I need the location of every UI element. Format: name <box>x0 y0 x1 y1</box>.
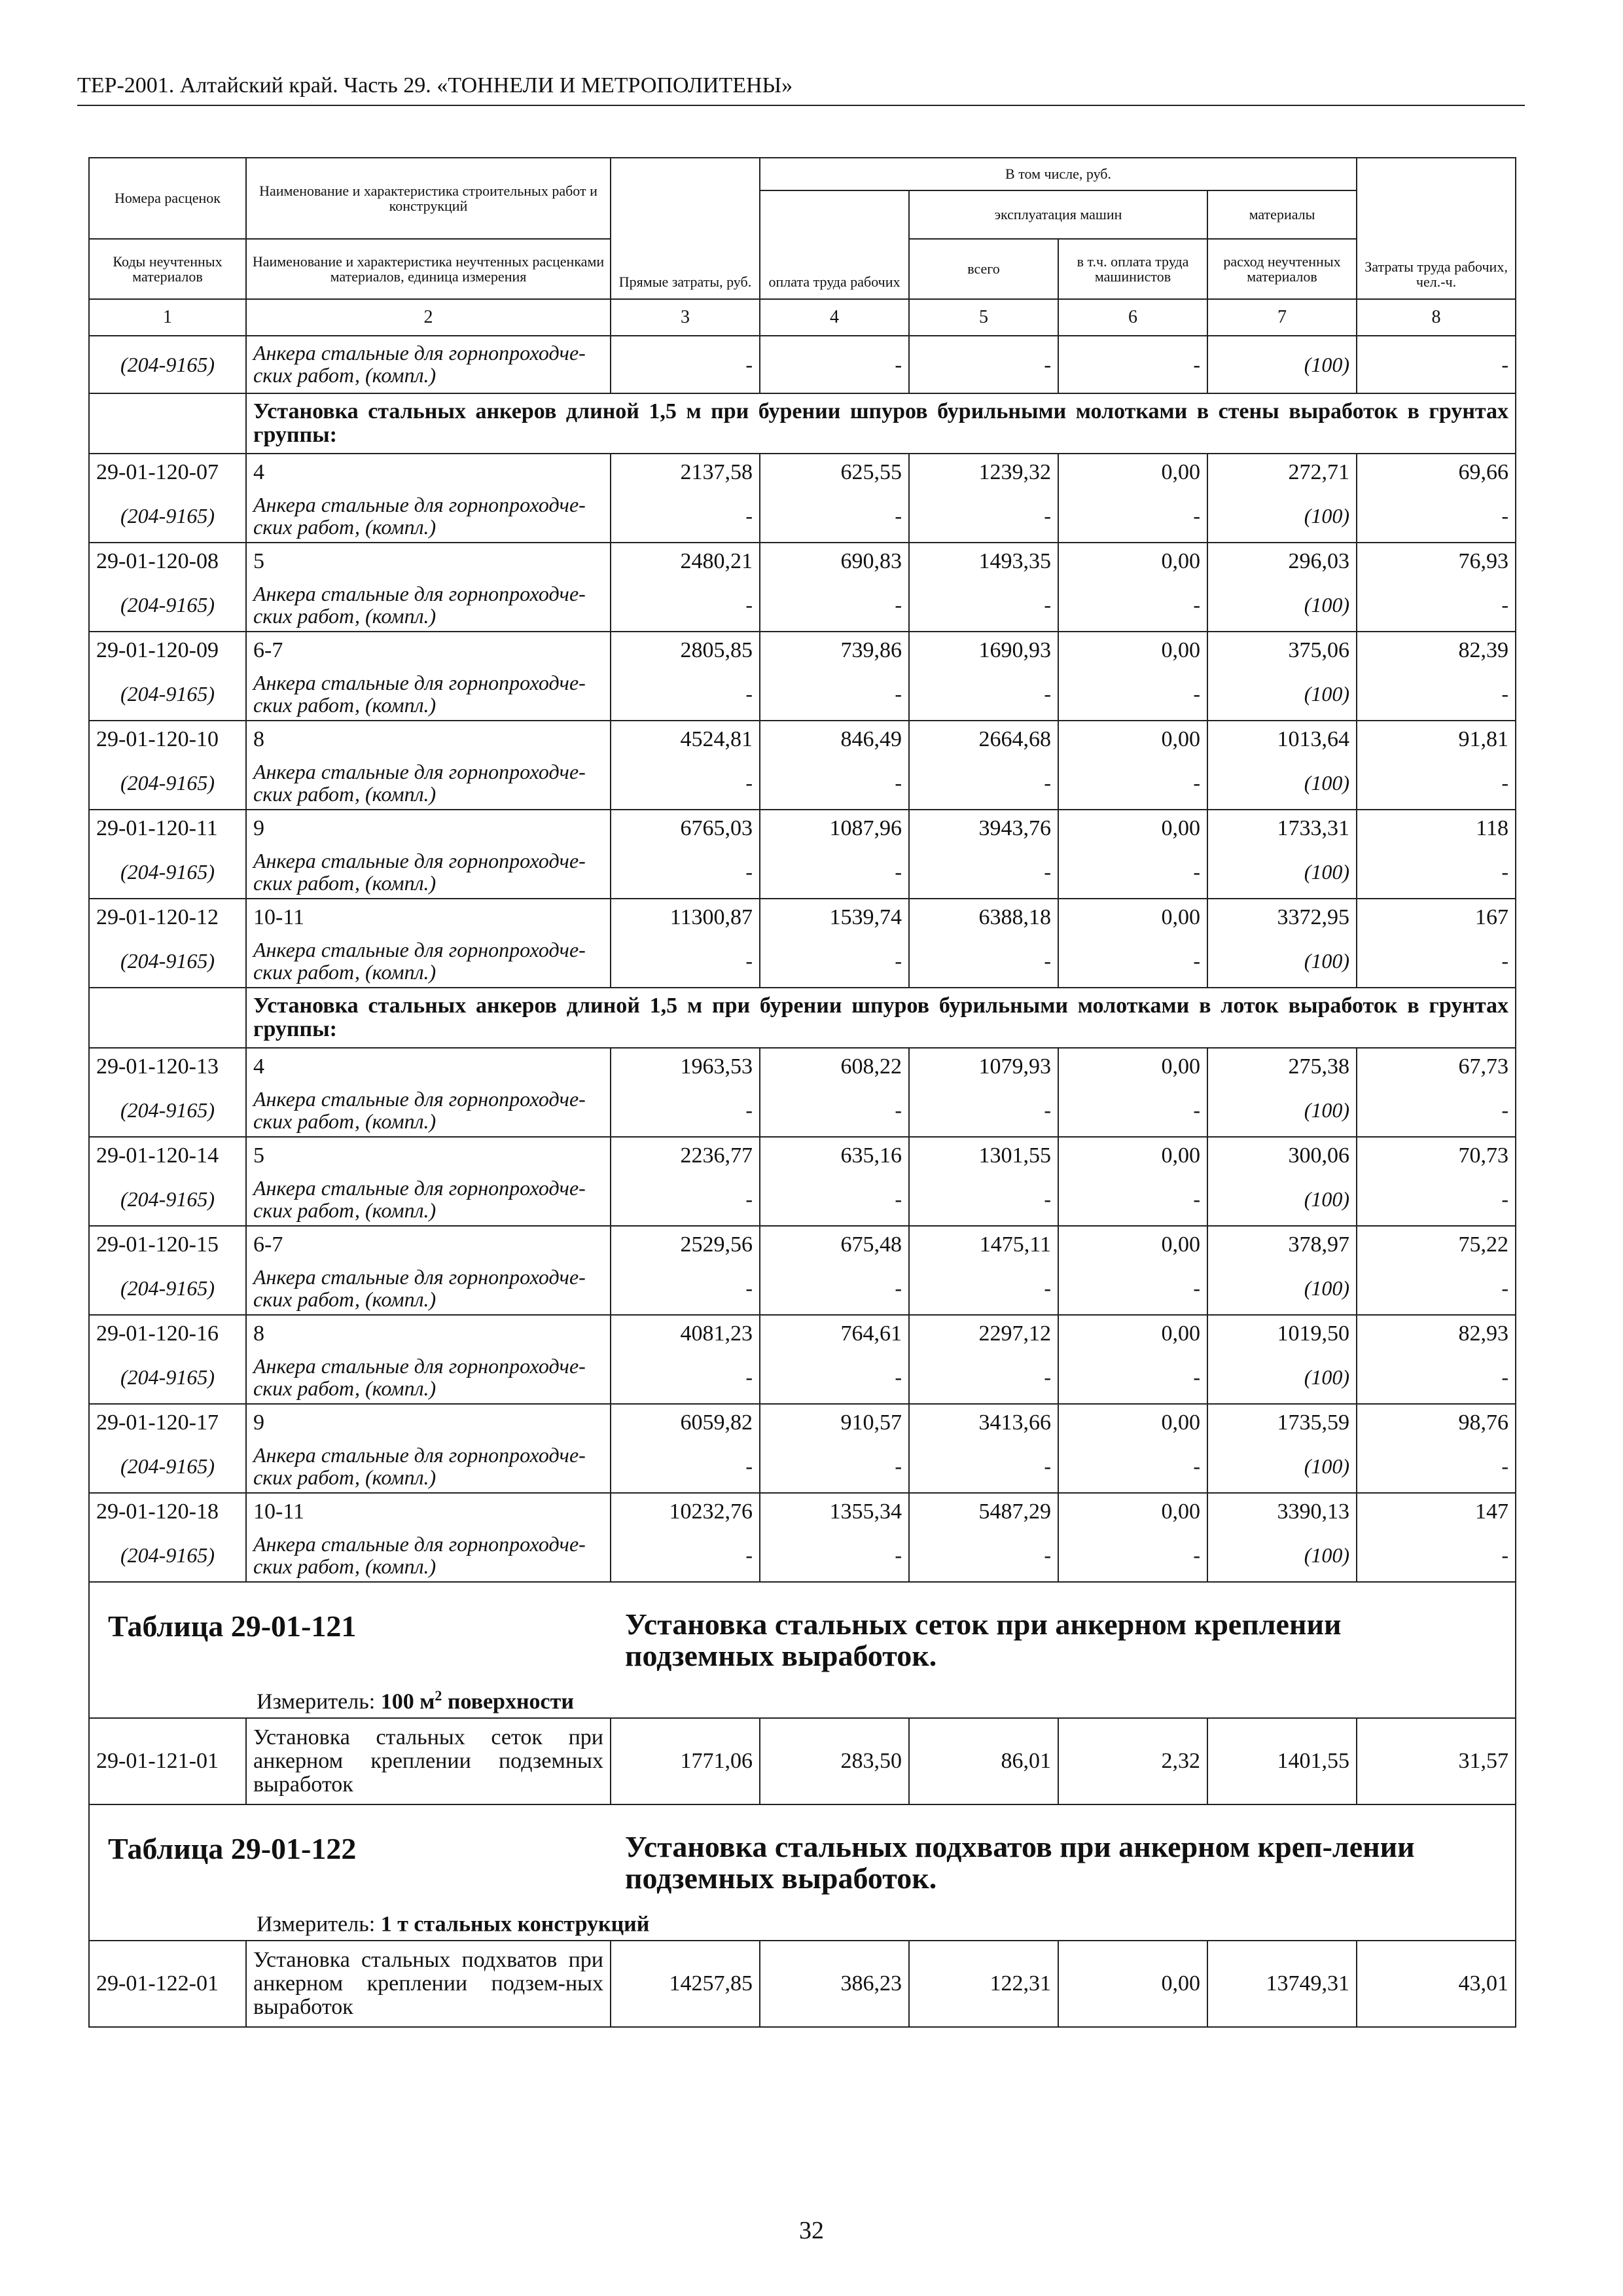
section-title: Установка стальных анкеров длиной 1,5 м при бурении шпуров бурильными молотками в лоток выработок в грунтах группы: <box>246 988 1516 1048</box>
material-value: - <box>1357 668 1516 721</box>
rate-value: 0,00 <box>1058 1315 1207 1352</box>
rate-value: 846,49 <box>760 721 909 757</box>
material-value: - <box>611 1441 760 1493</box>
rate-row <box>89 543 1516 579</box>
rate-value: 0,00 <box>1058 632 1207 668</box>
material-code: (204-9165) <box>89 1263 246 1315</box>
rate-value: 275,38 <box>1207 1048 1357 1085</box>
material-value: - <box>1058 336 1207 393</box>
material-code: (204-9165) <box>89 1352 246 1404</box>
rate-value: 1019,50 <box>1207 1315 1357 1352</box>
header-direct-costs: Прямые затраты, руб. <box>611 158 760 299</box>
column-number: 8 <box>1357 299 1516 336</box>
rate-value: 82,93 <box>1357 1315 1516 1352</box>
material-value: - <box>611 579 760 632</box>
rate-value: 910,57 <box>760 1404 909 1441</box>
rate-value: 147 <box>1357 1493 1516 1530</box>
material-value: - <box>611 490 760 543</box>
material-name: Анкера стальные для горнопроходче-ских работ, (компл.) <box>246 668 611 721</box>
rate-value: 283,50 <box>760 1718 909 1804</box>
table-label: Таблица 29-01-122 <box>108 1832 357 1865</box>
rate-row <box>89 899 1516 935</box>
material-value: (100) <box>1207 668 1357 721</box>
soil-group: 10-11 <box>246 1493 611 1530</box>
material-value: (100) <box>1207 1441 1357 1493</box>
material-value: - <box>1058 1441 1207 1493</box>
rate-code: 29-01-120-17 <box>89 1404 246 1441</box>
material-row <box>89 1441 1516 1493</box>
rate-value: 2236,77 <box>611 1137 760 1174</box>
rate-value: 43,01 <box>1357 1941 1516 2027</box>
table-heading-content <box>90 1583 1515 1717</box>
page-number: 32 <box>799 2217 824 2244</box>
section-spacer <box>89 393 246 454</box>
material-name: Анкера стальные для горнопроходче-ских работ, (компл.) <box>246 935 611 988</box>
rate-code: 29-01-120-12 <box>89 899 246 935</box>
rate-value: 122,31 <box>909 1941 1058 2027</box>
rate-value: 386,23 <box>760 1941 909 2027</box>
rate-value: 69,66 <box>1357 454 1516 490</box>
rate-value: 300,06 <box>1207 1137 1357 1174</box>
header-material-name: Наименование и характеристика неучтенных расценками материалов, единица измерения <box>246 239 611 299</box>
rate-value: 375,06 <box>1207 632 1357 668</box>
rate-value: 739,86 <box>760 632 909 668</box>
rate-value: 296,03 <box>1207 543 1357 579</box>
material-value: (100) <box>1207 490 1357 543</box>
material-value: - <box>909 1352 1058 1404</box>
soil-group: 8 <box>246 1315 611 1352</box>
material-value: - <box>760 1174 909 1226</box>
material-value: - <box>909 668 1058 721</box>
material-value: (100) <box>1207 1530 1357 1582</box>
rate-value: 690,83 <box>760 543 909 579</box>
material-code: (204-9165) <box>89 336 246 393</box>
material-value: - <box>909 1530 1058 1582</box>
table-measure <box>257 1910 649 1937</box>
material-value: - <box>1357 935 1516 988</box>
rate-value: 1690,93 <box>909 632 1058 668</box>
rate-value: 0,00 <box>1058 810 1207 846</box>
material-value: - <box>909 336 1058 393</box>
header-labor-costs: Затраты труда рабочих, чел.-ч. <box>1357 158 1516 299</box>
work-name: Установка стальных сеток при анкерном креплении подземных выработок <box>246 1718 611 1804</box>
material-name: Анкера стальные для горнопроходче-ских работ, (компл.) <box>246 336 611 393</box>
soil-group: 5 <box>246 1137 611 1174</box>
table-title: Установка стальных сеток при анкерном креплении подземных выработок. <box>625 1607 1342 1673</box>
material-value: (100) <box>1207 935 1357 988</box>
soil-group: 6-7 <box>246 1226 611 1263</box>
column-number: 7 <box>1207 299 1357 336</box>
material-value: - <box>1357 1530 1516 1582</box>
material-value: - <box>1357 846 1516 899</box>
material-value: - <box>1357 579 1516 632</box>
rate-value: 635,16 <box>760 1137 909 1174</box>
rate-value: 1493,35 <box>909 543 1058 579</box>
rate-value: 0,00 <box>1058 721 1207 757</box>
column-number: 2 <box>246 299 611 336</box>
rate-value: 5487,29 <box>909 1493 1058 1530</box>
rate-code: 29-01-120-09 <box>89 632 246 668</box>
material-value: - <box>1058 1352 1207 1404</box>
material-value: - <box>909 846 1058 899</box>
column-number: 4 <box>760 299 909 336</box>
table-heading-content <box>90 1805 1515 1940</box>
rate-value: 0,00 <box>1058 1493 1207 1530</box>
rate-value: 1087,96 <box>760 810 909 846</box>
rate-value: 75,22 <box>1357 1226 1516 1263</box>
soil-group: 9 <box>246 810 611 846</box>
soil-group: 4 <box>246 454 611 490</box>
material-value: - <box>1357 1263 1516 1315</box>
header-worker-pay: оплата труда рабочих <box>760 190 909 299</box>
header-including: В том числе, руб. <box>760 158 1357 190</box>
material-code: (204-9165) <box>89 1441 246 1493</box>
material-value: - <box>1357 336 1516 393</box>
material-row <box>89 1352 1516 1404</box>
rate-value: 118 <box>1357 810 1516 846</box>
material-code: (204-9165) <box>89 757 246 810</box>
rate-code: 29-01-122-01 <box>89 1941 246 2027</box>
rate-value: 1013,64 <box>1207 721 1357 757</box>
material-value: - <box>1357 1085 1516 1137</box>
rate-value: 14257,85 <box>611 1941 760 2027</box>
material-value: - <box>1058 1085 1207 1137</box>
rate-row <box>89 454 1516 490</box>
rate-row <box>89 810 1516 846</box>
header-unaccounted-materials: расход неучтенных материалов <box>1207 239 1357 299</box>
rate-row <box>89 1404 1516 1441</box>
rate-value: 3413,66 <box>909 1404 1058 1441</box>
rate-value: 1475,11 <box>909 1226 1058 1263</box>
rate-value: 98,76 <box>1357 1404 1516 1441</box>
material-code: (204-9165) <box>89 579 246 632</box>
material-value: (100) <box>1207 1174 1357 1226</box>
rate-code: 29-01-120-16 <box>89 1315 246 1352</box>
material-value: - <box>1058 846 1207 899</box>
material-value: (100) <box>1207 846 1357 899</box>
rate-value: 3390,13 <box>1207 1493 1357 1530</box>
rate-value: 2805,85 <box>611 632 760 668</box>
material-row <box>89 935 1516 988</box>
material-value: - <box>1058 490 1207 543</box>
material-row <box>89 668 1516 721</box>
rate-value: 625,55 <box>760 454 909 490</box>
material-value: - <box>1058 1174 1207 1226</box>
column-number: 3 <box>611 299 760 336</box>
material-code: (204-9165) <box>89 1085 246 1137</box>
material-name: Анкера стальные для горнопроходче-ских работ, (компл.) <box>246 1174 611 1226</box>
material-value: - <box>1357 1352 1516 1404</box>
material-name: Анкера стальные для горнопроходче-ских работ, (компл.) <box>246 1352 611 1404</box>
rate-value: 82,39 <box>1357 632 1516 668</box>
material-name: Анкера стальные для горнопроходче-ских работ, (компл.) <box>246 1085 611 1137</box>
material-value: - <box>611 336 760 393</box>
material-value: - <box>611 935 760 988</box>
section-spacer <box>89 988 246 1048</box>
material-value: - <box>760 490 909 543</box>
material-row <box>89 1263 1516 1315</box>
section-title: Установка стальных анкеров длиной 1,5 м при бурении шпуров бурильными молотками в стены выработок в грунтах группы: <box>246 393 1516 454</box>
material-value: - <box>1357 1441 1516 1493</box>
material-value: - <box>611 846 760 899</box>
material-value: - <box>1357 757 1516 810</box>
soil-group: 8 <box>246 721 611 757</box>
material-value: - <box>760 579 909 632</box>
material-value: (100) <box>1207 757 1357 810</box>
rate-value: 1401,55 <box>1207 1718 1357 1804</box>
table-heading-row <box>89 1804 1516 1941</box>
header-material-codes: Коды неучтенных материалов <box>89 239 246 299</box>
material-name: Анкера стальные для горнопроходче-ских работ, (компл.) <box>246 757 611 810</box>
rate-value: 0,00 <box>1058 1048 1207 1085</box>
header-rate-numbers: Номера расценок <box>89 158 246 239</box>
material-name: Анкера стальные для горнопроходче-ских работ, (компл.) <box>246 1263 611 1315</box>
rate-value: 1079,93 <box>909 1048 1058 1085</box>
rates-table <box>88 157 1516 2028</box>
material-value: - <box>760 935 909 988</box>
material-value: - <box>760 1085 909 1137</box>
rate-row <box>89 1137 1516 1174</box>
material-value: - <box>1058 579 1207 632</box>
soil-group: 10-11 <box>246 899 611 935</box>
material-code: (204-9165) <box>89 846 246 899</box>
material-value: - <box>1058 935 1207 988</box>
rate-row <box>89 1048 1516 1085</box>
measure-value: 100 м <box>380 1689 435 1714</box>
rate-value: 6388,18 <box>909 899 1058 935</box>
table-measure <box>257 1687 574 1714</box>
rate-value: 272,71 <box>1207 454 1357 490</box>
rate-value: 70,73 <box>1357 1137 1516 1174</box>
material-value: (100) <box>1207 1352 1357 1404</box>
rate-value: 3943,76 <box>909 810 1058 846</box>
material-value: (100) <box>1207 1263 1357 1315</box>
rate-value: 0,00 <box>1058 1226 1207 1263</box>
rate-value: 11300,87 <box>611 899 760 935</box>
table-rate-row <box>89 1941 1516 2027</box>
rate-value: 0,00 <box>1058 899 1207 935</box>
measure-prefix: Измеритель: <box>257 1912 376 1937</box>
measure-suffix: поверхности <box>442 1689 574 1714</box>
rate-value: 13749,31 <box>1207 1941 1357 2027</box>
material-row <box>89 1530 1516 1582</box>
material-value: - <box>760 336 909 393</box>
material-row <box>89 490 1516 543</box>
material-value: - <box>909 1263 1058 1315</box>
section-heading-row <box>89 393 1516 454</box>
material-value: - <box>611 1530 760 1582</box>
running-header: ТЕР-2001. Алтайский край. Часть 29. «ТОННЕЛИ И МЕТРОПОЛИТЕНЫ» <box>77 73 1525 106</box>
column-number: 1 <box>89 299 246 336</box>
rate-code: 29-01-120-18 <box>89 1493 246 1530</box>
header-work-name: Наименование и характеристика строительных работ и конструкций <box>246 158 611 239</box>
material-row <box>89 579 1516 632</box>
material-value: - <box>760 668 909 721</box>
table-label: Таблица 29-01-121 <box>108 1609 357 1643</box>
rate-value: 2664,68 <box>909 721 1058 757</box>
rate-value: 1733,31 <box>1207 810 1357 846</box>
rate-value: 10232,76 <box>611 1493 760 1530</box>
rate-value: 6765,03 <box>611 810 760 846</box>
rate-value: 1239,32 <box>909 454 1058 490</box>
rate-code: 29-01-120-08 <box>89 543 246 579</box>
material-value: - <box>1357 1174 1516 1226</box>
rate-code: 29-01-120-14 <box>89 1137 246 1174</box>
material-name: Анкера стальные для горнопроходче-ских работ, (компл.) <box>246 846 611 899</box>
column-number: 5 <box>909 299 1058 336</box>
material-value: - <box>611 1263 760 1315</box>
table-heading <box>89 1582 1516 1718</box>
material-code: (204-9165) <box>89 1530 246 1582</box>
rate-value: 76,93 <box>1357 543 1516 579</box>
material-value: - <box>909 490 1058 543</box>
rate-code: 29-01-120-10 <box>89 721 246 757</box>
rate-value: 31,57 <box>1357 1718 1516 1804</box>
rate-code: 29-01-120-07 <box>89 454 246 490</box>
soil-group: 9 <box>246 1404 611 1441</box>
material-value: - <box>611 1352 760 1404</box>
rate-value: 1355,34 <box>760 1493 909 1530</box>
material-name: Анкера стальные для горнопроходче-ских работ, (компл.) <box>246 1530 611 1582</box>
work-name: Установка стальных подхватов при анкерном креплении подзем-ных выработок <box>246 1941 611 2027</box>
material-name: Анкера стальные для горнопроходче-ских работ, (компл.) <box>246 579 611 632</box>
rate-value: 2480,21 <box>611 543 760 579</box>
measure-exponent: 2 <box>435 1687 442 1704</box>
rate-value: 2297,12 <box>909 1315 1058 1352</box>
section-heading-row <box>89 988 1516 1048</box>
rate-value: 67,73 <box>1357 1048 1516 1085</box>
material-value: - <box>760 1352 909 1404</box>
rate-value: 91,81 <box>1357 721 1516 757</box>
material-row <box>89 846 1516 899</box>
material-value: - <box>1357 490 1516 543</box>
header-machine-ops: эксплуатация машин <box>909 190 1207 239</box>
rate-value: 0,00 <box>1058 454 1207 490</box>
material-code: (204-9165) <box>89 668 246 721</box>
material-code: (204-9165) <box>89 1174 246 1226</box>
material-value: - <box>1058 1530 1207 1582</box>
material-value: - <box>760 1530 909 1582</box>
material-value: (100) <box>1207 579 1357 632</box>
material-value: - <box>1058 668 1207 721</box>
material-value: - <box>760 1263 909 1315</box>
material-value: - <box>611 1085 760 1137</box>
material-row <box>89 336 1516 393</box>
table-heading <box>89 1804 1516 1941</box>
rate-value: 1735,59 <box>1207 1404 1357 1441</box>
material-value: - <box>611 1174 760 1226</box>
material-value: - <box>760 1441 909 1493</box>
rate-value: 378,97 <box>1207 1226 1357 1263</box>
rate-value: 1539,74 <box>760 899 909 935</box>
material-value: - <box>909 935 1058 988</box>
material-name: Анкера стальные для горнопроходче-ских работ, (компл.) <box>246 490 611 543</box>
table-heading-row <box>89 1582 1516 1718</box>
material-value: - <box>1058 1263 1207 1315</box>
rate-value: 167 <box>1357 899 1516 935</box>
rate-value: 1771,06 <box>611 1718 760 1804</box>
measure-prefix: Измеритель: <box>257 1689 376 1714</box>
rate-row <box>89 1493 1516 1530</box>
rate-value: 4081,23 <box>611 1315 760 1352</box>
material-name: Анкера стальные для горнопроходче-ских работ, (компл.) <box>246 1441 611 1493</box>
material-code: (204-9165) <box>89 935 246 988</box>
material-value: - <box>909 579 1058 632</box>
material-code: (204-9165) <box>89 490 246 543</box>
rate-value: 4524,81 <box>611 721 760 757</box>
rate-value: 86,01 <box>909 1718 1058 1804</box>
rate-value: 3372,95 <box>1207 899 1357 935</box>
rate-value: 0,00 <box>1058 1137 1207 1174</box>
rate-value: 1963,53 <box>611 1048 760 1085</box>
rate-value: 0,00 <box>1058 1404 1207 1441</box>
material-row <box>89 757 1516 810</box>
header-materials: материалы <box>1207 190 1357 239</box>
material-value: (100) <box>1207 1085 1357 1137</box>
rate-value: 675,48 <box>760 1226 909 1263</box>
rate-code: 29-01-121-01 <box>89 1718 246 1804</box>
rate-row <box>89 1226 1516 1263</box>
material-value: - <box>909 1174 1058 1226</box>
material-value: - <box>909 757 1058 810</box>
material-value: - <box>1058 757 1207 810</box>
material-value: - <box>611 668 760 721</box>
rate-value: 764,61 <box>760 1315 909 1352</box>
rate-value: 2,32 <box>1058 1718 1207 1804</box>
rate-value: 0,00 <box>1058 1941 1207 2027</box>
material-value: - <box>760 846 909 899</box>
header-machinist-pay: в т.ч. оплата труда машинистов <box>1058 239 1207 299</box>
rate-value: 0,00 <box>1058 543 1207 579</box>
material-value: - <box>909 1085 1058 1137</box>
rate-value: 608,22 <box>760 1048 909 1085</box>
rate-code: 29-01-120-13 <box>89 1048 246 1085</box>
rate-code: 29-01-120-11 <box>89 810 246 846</box>
rate-row <box>89 632 1516 668</box>
rate-code: 29-01-120-15 <box>89 1226 246 1263</box>
column-number: 6 <box>1058 299 1207 336</box>
rate-row <box>89 721 1516 757</box>
soil-group: 5 <box>246 543 611 579</box>
material-row <box>89 1085 1516 1137</box>
table-title: Установка стальных подхватов при анкерном креп-лении подземных выработок. <box>625 1830 1415 1895</box>
material-value: (100) <box>1207 336 1357 393</box>
soil-group: 6-7 <box>246 632 611 668</box>
table-rate-row <box>89 1718 1516 1804</box>
rate-value: 6059,82 <box>611 1404 760 1441</box>
rate-row <box>89 1315 1516 1352</box>
rate-value: 2529,56 <box>611 1226 760 1263</box>
soil-group: 4 <box>246 1048 611 1085</box>
measure-value: 1 т стальных конструкций <box>380 1912 650 1937</box>
material-row <box>89 1174 1516 1226</box>
material-value: - <box>611 757 760 810</box>
rate-value: 1301,55 <box>909 1137 1058 1174</box>
material-value: - <box>909 1441 1058 1493</box>
rate-value: 2137,58 <box>611 454 760 490</box>
header-machine-total: всего <box>909 239 1058 299</box>
material-value: - <box>760 757 909 810</box>
